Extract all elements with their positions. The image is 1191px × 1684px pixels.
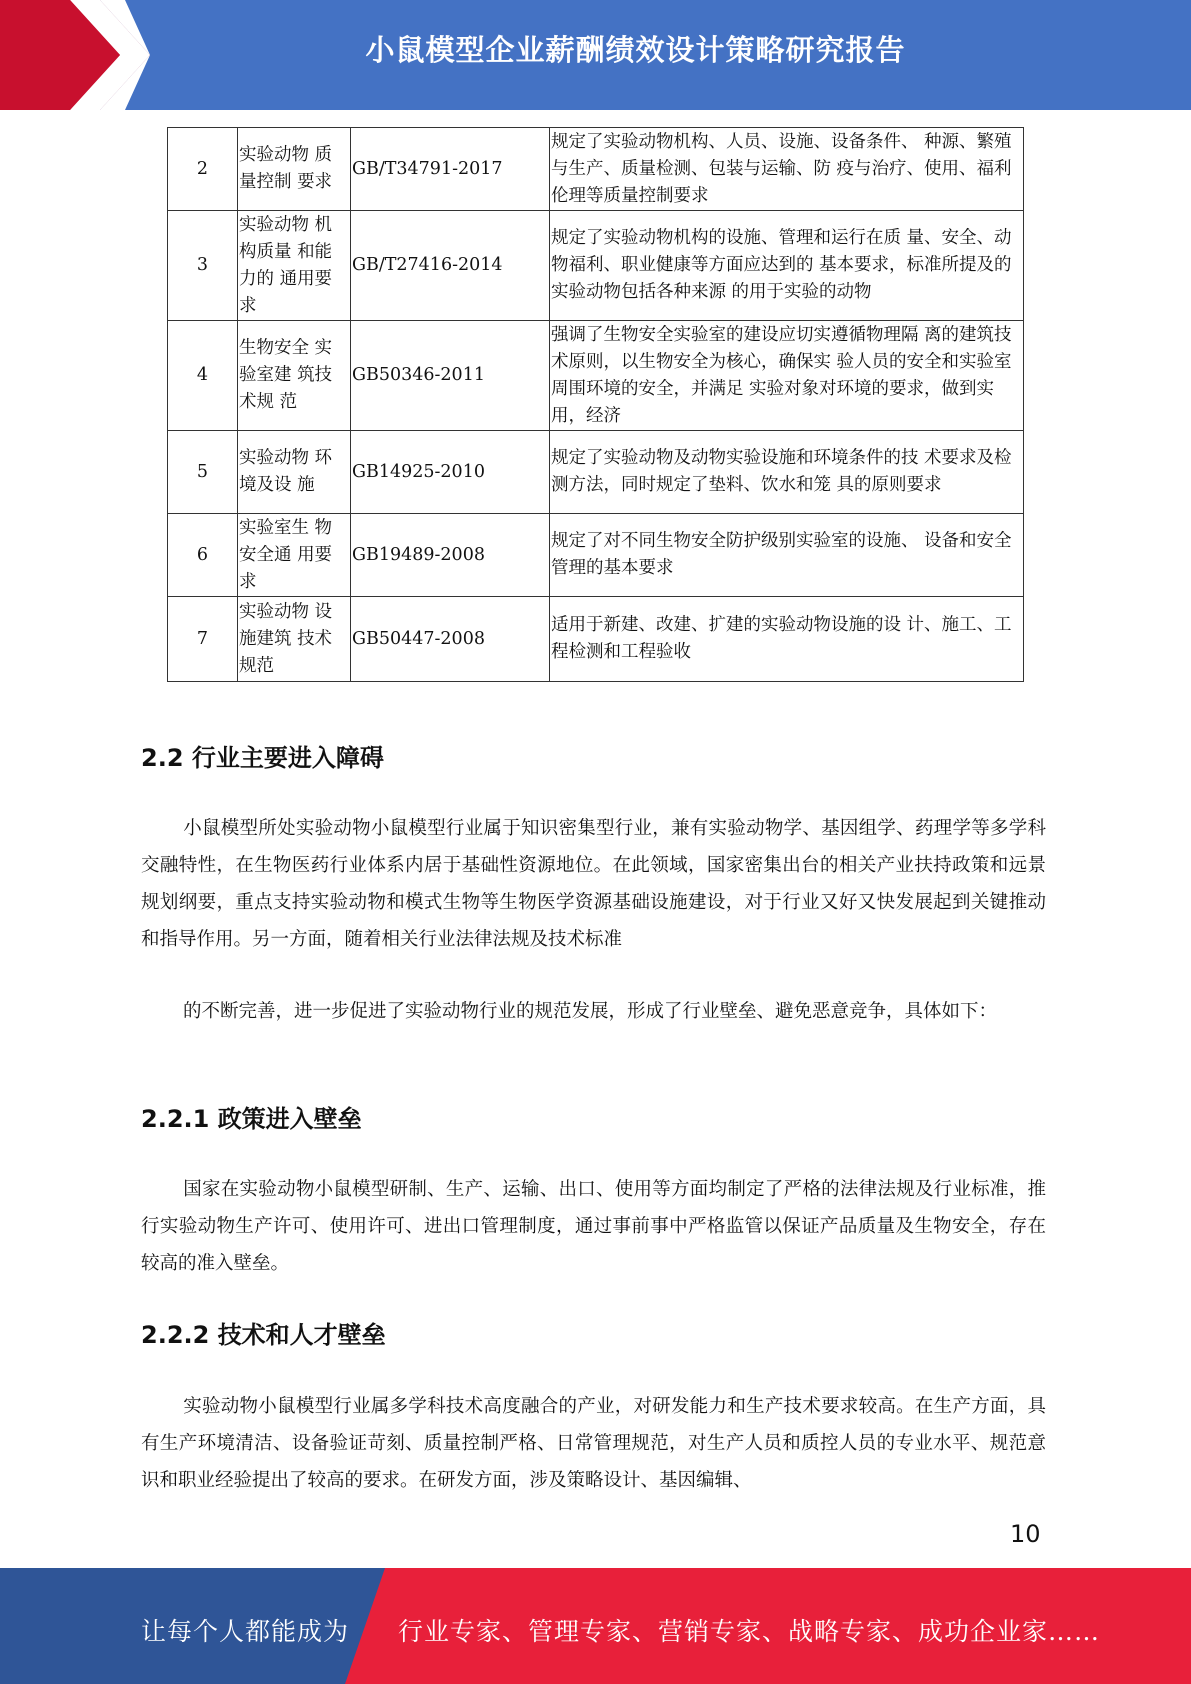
report-title: 小鼠模型企业薪酬绩效设计策略研究报告 (365, 33, 906, 67)
table-row (168, 128, 1024, 211)
table-row (168, 321, 1024, 431)
paragraph-text: 的不断完善，进一步促进了实验动物行业的规范发展，形成了行业壁垒、避免恶意竞争，具体如下： (183, 1001, 998, 1022)
row-number: 3 (168, 211, 238, 321)
standard-name: 实验动物 机构质量 和能力的 通用要求 (238, 211, 351, 321)
paragraph-text: 小鼠模型所处实验动物小鼠模型行业属于知识密集型行业，兼有实验动物学、基因组学、药理学等多学科交融特性，在生物医药行业体系内居于基础性资源地位。在此领域，国家密集出台的相关产业扶持政策和远景规划纲要，重点支持实验动物和模式生物等生物医学资源基础设施建设，对于行业又好又快发展起到关键推动和指导作用。另一方面，随着相关行业法律法规及技术标准 (141, 818, 1046, 950)
section-heading: 2.2.1 政策进入壁垒 (141, 1105, 362, 1133)
standard-name: 生物安全 实验室建 筑技术规 范 (238, 321, 351, 431)
table-row (168, 597, 1024, 682)
paragraph-text: 国家在实验动物小鼠模型研制、生产、运输、出口、使用等方面均制定了严格的法律法规及行业标准，推行实验动物生产许可、使用许可、进出口管理制度，通过事前事中严格监管以保证产品质量及生物安全，存在较高的准入壁垒。 (141, 1179, 1046, 1274)
standard-description: 规定了实验动物及动物实验设施和环境条件的技 术要求及检测方法，同时规定了垫料、饮水和笼 具的原则要求 (550, 431, 1024, 514)
paragraph-text: 实验动物小鼠模型行业属多学科技术高度融合的产业，对研发能力和生产技术要求较高。在生产方面，具有生产环境清洁、设备验证苛刻、质量控制严格、日常管理规范，对生产人员和质控人员的专业水平、规范意识和职业经验提出了较高的要求。在研发方面，涉及策略设计、基因编辑、 (141, 1396, 1046, 1491)
footer-slogan-right: 行业专家、管理专家、营销专家、战略专家、成功企业家…… (398, 1617, 1101, 1646)
page-footer (0, 1568, 1191, 1684)
paragraph (141, 1171, 1046, 1282)
table-row (168, 514, 1024, 597)
standard-description: 规定了实验动物机构、人员、设施、设备条件、 种源、繁殖与生产、质量检测、包装与运输、防 疫与治疗、使用、福利伦理等质量控制要求 (550, 128, 1024, 211)
table-row (168, 211, 1024, 321)
standard-name: 实验室生 物安全通 用要求 (238, 514, 351, 597)
section-heading: 2.2 行业主要进入障碍 (141, 744, 384, 772)
standard-code: GB14925-2010 (351, 431, 550, 514)
row-number: 4 (168, 321, 238, 431)
standard-name: 实验动物 质量控制 要求 (238, 128, 351, 211)
page-header (0, 0, 1191, 110)
page-number: 10 (1010, 1520, 1041, 1548)
standard-description: 适用于新建、改建、扩建的实验动物设施的设 计、施工、工程检测和工程验收 (550, 597, 1024, 682)
standard-code: GB19489-2008 (351, 514, 550, 597)
paragraph (141, 993, 1046, 1030)
standard-code: GB50346-2011 (351, 321, 550, 431)
standard-name: 实验动物 设施建筑 技术规范 (238, 597, 351, 682)
row-number: 7 (168, 597, 238, 682)
standard-description: 规定了对不同生物安全防护级别实验室的设施、 设备和安全管理的基本要求 (550, 514, 1024, 597)
row-number: 2 (168, 128, 238, 211)
row-number: 5 (168, 431, 238, 514)
footer-slogan-left: 让每个人都能成为 (141, 1617, 350, 1646)
standard-description: 规定了实验动物机构的设施、管理和运行在质 量、安全、动物福利、职业健康等方面应达到的 基本要求，标准所提及的实验动物包括各种来源 的用于实验的动物 (550, 211, 1024, 321)
paragraph (141, 810, 1046, 958)
table-row (168, 431, 1024, 514)
standard-name: 实验动物 环境及设 施 (238, 431, 351, 514)
row-number: 6 (168, 514, 238, 597)
standard-code: GB/T27416-2014 (351, 211, 550, 321)
section-heading: 2.2.2 技术和人才壁垒 (141, 1321, 386, 1349)
paragraph (141, 1388, 1046, 1499)
standards-table (167, 127, 1024, 682)
standard-description: 强调了生物安全实验室的建设应切实遵循物理隔 离的建筑技术原则，以生物安全为核心，确保实 验人员的安全和实验室周围环境的安全，并满足 实验对象对环境的要求，做到实用，经济 (550, 321, 1024, 431)
standard-code: GB50447-2008 (351, 597, 550, 682)
standard-code: GB/T34791-2017 (351, 128, 550, 211)
